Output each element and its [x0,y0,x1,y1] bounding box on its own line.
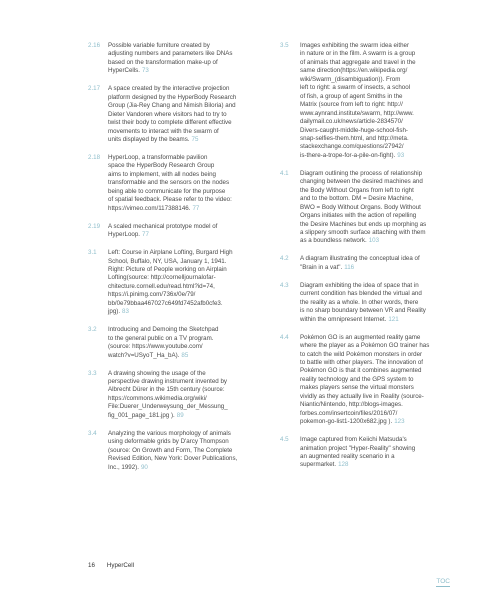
figure-page-reference[interactable]: 83 [122,308,129,316]
caption-body: Images exhibiting the swarm idea either in nature or in the film. A swarm is a group of animals that aggregate and travel in the same direction(https://en.wikipedia.org/ wiki/Swarm_(disambiguation)). From left to right: a swarm of insects, a school of fish, a group of agent Smiths in the Matrix (source from left to right: http:// www.aynrand.institute/swarm, http://www. dailymail.co.uk/news/article-2834570/ Divers-caught-middle-huge-school-fish- snap-selfies-them.html, and http://meta. stackexchange.com/questions/27942/ is-there-a-trope-for-a-pile-on-fight). [300,42,416,159]
caption-body: Analyzing the various morphology of animals using deformable grids by D'arcy Thompson (source: On Growth and Form, The Complete Revised Edition, New York: Dover Publications, Inc., 1992). [108,429,238,471]
figure-caption-entry [280,170,452,246]
figure-page-reference[interactable]: 73 [141,67,149,75]
figure-caption-entry [280,255,452,272]
caption-body: Pokémon GO is an augmented reality game where the player as a Pokémon GO trainer has to catch the wild Pokémon monsters in order to battle with other players. The innovation of Pokémon GO is that it combines augmented reality technology and the GPS system to makes players sense the virtual monsters vividly as they actually live in Reality (source- Niantic/Nintendo, http://blogs-images. forbes.com/insertcoin/files/2016/07/ pokemon-go-list1-1200x682.jpg ). [300,333,430,426]
figure-number: 4.1 [280,169,289,177]
right-column [280,42,452,479]
caption-body: HyperLoop, a transformable pavilion space the HyperBody Research Group aims to implement, with all nodes being transformable and the sensors on the nodes being able to communicate for the purpose of spatial feedback. Please refer to the video: https://vimeo.com/117388146. [108,153,232,212]
figure-caption-text [300,282,452,324]
left-column [88,42,260,481]
figure-number: 4.3 [280,281,289,289]
figure-caption-text [108,326,260,360]
caption-body: Image captured from Keiichi Matsuda's animation project "Hyper-Reality" showing an augmented reality scenario in a supermarket. [300,436,416,469]
caption-body: Possible variable furniture created by adjusting numbers and parameters like DNAs based on the transformation make-up of HyperCells. [108,42,233,75]
figure-page-reference[interactable]: 90 [140,463,148,471]
figure-page-reference[interactable]: 103 [368,237,380,245]
figure-caption-text [300,42,452,160]
figure-caption-entry [88,154,260,213]
caption-body: A space created by the interactive projection platform designed by the HyperBody Research Group (Jia-Rey Chang and Nimish Biloria) and Dieter Vandoren where visitors had to try to twist their body to complete different effective movements to interact with the swarm of units displayed by the beams. [108,85,237,144]
figure-caption-entry [280,334,452,427]
page-number: 16 [88,562,95,569]
caption-body: A scaled mechanical prototype model of HyperLoop. [108,222,218,239]
figure-page-reference[interactable]: 89 [176,411,184,419]
figure-caption-entry [88,42,260,76]
figure-number: 3.5 [280,42,289,49]
caption-body: A diagram illustrating the conceptual idea of "Brain in a vat". [300,255,420,271]
figure-caption-entry [88,370,260,421]
figure-number: 3.2 [88,326,97,334]
figure-caption-text [300,436,452,470]
figure-caption-entry [280,42,452,160]
figure-number: 3.1 [88,249,97,257]
figure-number: 3.3 [88,369,97,377]
figure-caption-entry [280,282,452,324]
figure-caption-entry [88,326,260,360]
figure-caption-entry [88,85,260,144]
page-footer [88,562,134,569]
figure-caption-entry [88,430,260,472]
figure-page-reference[interactable]: 121 [388,315,399,323]
figure-page-reference[interactable]: 123 [394,418,405,426]
figure-number: 4.2 [280,255,289,263]
figure-number: 4.4 [280,333,289,341]
figure-caption-text [108,223,260,240]
caption-body: Diagram outlining the process of relationship changing between the desired machines and the Body Without Organs from left to right and to the bottom. DM = Desire Machine, BWO = Body Without Organs. Body Without Organs initiates with the action of repelling the Desire Machines but ends up morphing as a slippery smooth surface attaching with them as a boundless network. [300,169,427,245]
figure-page-reference[interactable]: 77 [142,231,149,239]
figure-caption-text [300,334,452,427]
figure-page-reference[interactable]: 116 [344,263,355,271]
figure-page-reference[interactable]: 93 [397,151,405,159]
figure-page-reference[interactable]: 128 [338,461,349,469]
figure-number: 2.17 [88,85,101,93]
figure-caption-entry [280,436,452,470]
figure-number: 4.5 [280,436,289,444]
figure-page-reference[interactable]: 77 [192,204,200,212]
figure-number: 2.16 [88,42,101,49]
figure-caption-text [108,370,260,421]
figure-caption-entry [88,223,260,240]
caption-body: Left: Course in Airplane Lofting, Burgard High School, Buffalo, NY, USA, January 1, 1941. Right: Picture of People working on Airplain Lofting(source: http://cornelljournalofar- chitecture.cornell.edu/read.html?id=74, https://i.pinimg.com/736x/0e/79/ bb/0e79bbaa467027c649fd7452afb0cfe3. jpg). [108,249,233,316]
figure-caption-text [108,42,260,76]
caption-body: A drawing showing the usage of the perspective drawing instrument invented by Albrecht Dürer in the 15th century (source: https://commons.wikimedia.org/wiki/ File:Duerer_Underweysung_der_Messung_ fig_001_page_181.jpg ). [108,369,228,419]
figure-number: 2.18 [88,153,101,161]
figure-caption-text [108,154,260,213]
figure-number: 2.19 [88,222,101,230]
figure-caption-text [108,430,260,472]
figure-page-reference[interactable]: 85 [181,351,189,359]
figure-caption-text [108,85,260,144]
figure-page-reference[interactable]: 75 [191,136,199,144]
caption-body: Diagram exhibiting the idea of space that in current condition has blended the virtual and the reality as a whole. In other words, there is no sharp boundary between VR and Reality within the omnipresent Internet. [300,281,426,323]
figure-caption-entry [88,249,260,317]
figure-caption-text [108,249,260,317]
figure-number: 3.4 [88,429,97,437]
book-title: HyperCell [106,562,135,569]
caption-body: Introducing and Demoing the Sketchpad to the general public on a TV program. (source: https://www.youtube.com/ watch?v=USyoT_Ha_bA). [108,326,219,359]
figure-caption-text [300,255,452,272]
toc-link[interactable]: TOC [436,578,450,585]
figure-caption-text [300,170,452,246]
